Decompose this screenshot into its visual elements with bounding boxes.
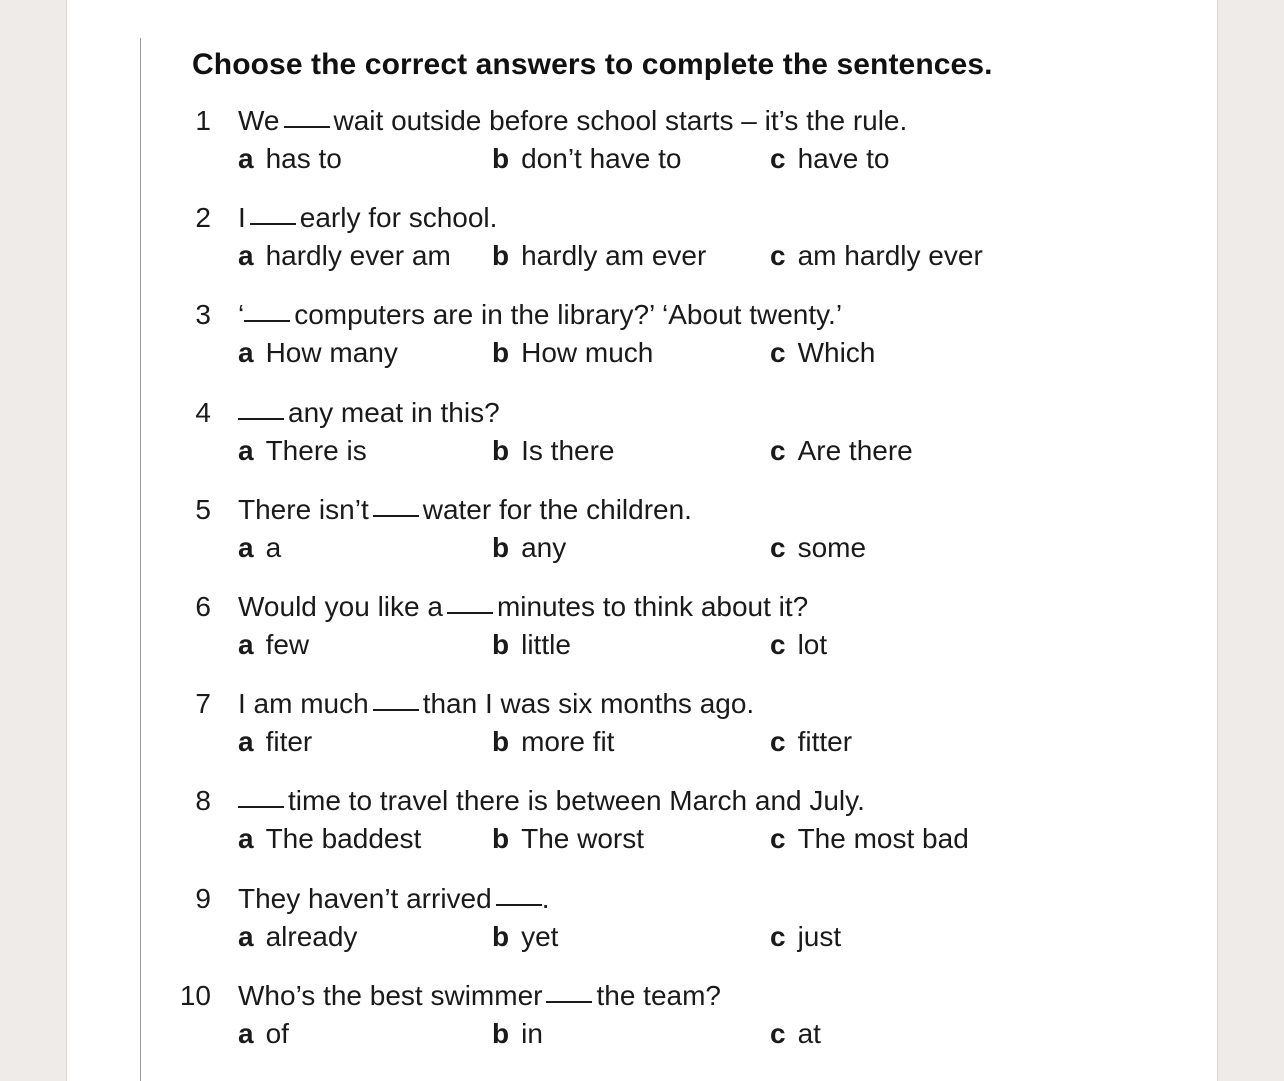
option-text: fiter [265, 726, 313, 758]
answer-option-b[interactable] [492, 920, 558, 954]
option-text: How much [521, 337, 654, 369]
answer-blank[interactable] [244, 319, 290, 322]
option-text: The most bad [797, 823, 969, 855]
option-text: hardly am ever [521, 240, 707, 272]
answer-option-c[interactable] [770, 920, 841, 954]
option-text: at [797, 1017, 821, 1049]
option-letter: b [492, 531, 510, 563]
option-text: little [521, 629, 571, 660]
option-letter: c [770, 1017, 786, 1049]
worksheet-page [66, 0, 1218, 1081]
question-number: 10 [179, 979, 211, 1011]
option-text: few [265, 629, 310, 660]
stem-after-blank: . [541, 882, 550, 914]
stem-before-blank: Who’s the best swimmer [238, 979, 543, 1011]
question-stem [238, 104, 907, 138]
stem-before-blank: There isn’t [238, 493, 369, 525]
option-text: have to [797, 143, 890, 174]
answer-option-b[interactable] [492, 1017, 543, 1051]
question-stem [238, 201, 497, 235]
answer-option-b[interactable] [492, 336, 653, 370]
stem-before-blank: I [238, 202, 246, 234]
answer-blank[interactable] [496, 903, 542, 906]
option-letter: b [492, 240, 510, 272]
answer-option-c[interactable] [770, 434, 913, 468]
option-text: The baddest [265, 823, 422, 855]
stem-after-blank: water for the children. [422, 493, 692, 525]
answer-blank[interactable] [250, 222, 296, 225]
option-letter: b [492, 629, 510, 660]
stem-after-blank: time to travel there is between March and July. [288, 785, 865, 817]
answer-option-b[interactable] [492, 531, 566, 565]
option-text: Which [797, 337, 876, 369]
question-stem [238, 882, 549, 916]
option-letter: b [492, 823, 510, 855]
option-letter: b [492, 337, 510, 369]
option-letter: a [238, 920, 254, 952]
answer-option-a[interactable] [238, 822, 421, 856]
question-item [67, 201, 1217, 281]
option-letter: a [238, 726, 254, 758]
answer-option-b[interactable] [492, 628, 571, 662]
answer-option-c[interactable] [770, 1017, 821, 1051]
option-text: yet [521, 920, 559, 952]
option-text: just [797, 920, 842, 952]
option-text: any [521, 531, 567, 563]
stem-after-blank: the team? [596, 979, 721, 1011]
question-stem [238, 493, 692, 527]
answer-option-a[interactable] [238, 531, 281, 565]
option-text: fitter [797, 726, 853, 758]
option-letter: c [770, 240, 786, 272]
question-item [67, 784, 1217, 864]
stem-after-blank: than I was six months ago. [422, 688, 755, 720]
option-letter: a [238, 143, 254, 174]
answer-blank[interactable] [373, 708, 419, 711]
question-item [67, 104, 1217, 184]
answer-option-b[interactable] [492, 725, 614, 759]
answer-option-a[interactable] [238, 239, 451, 273]
option-letter: c [770, 143, 786, 174]
question-number: 9 [195, 882, 211, 914]
answer-option-a[interactable] [238, 434, 367, 468]
stem-after-blank: any meat in this? [288, 396, 500, 428]
option-text: some [797, 531, 867, 563]
answer-blank[interactable] [238, 805, 284, 808]
answer-option-c[interactable] [770, 142, 889, 176]
answer-option-a[interactable] [238, 336, 398, 370]
question-item [67, 396, 1217, 476]
option-letter: c [770, 726, 786, 758]
option-text: am hardly ever [797, 240, 983, 272]
question-number: 5 [195, 493, 211, 525]
question-number: 3 [195, 299, 211, 331]
question-item [67, 979, 1217, 1059]
question-item [67, 882, 1217, 962]
option-letter: c [770, 920, 786, 952]
stem-after-blank: computers are in the library?’ ‘About twenty.’ [294, 299, 843, 331]
option-letter: a [238, 531, 254, 563]
stem-after-blank: wait outside before school starts – it’s the rule. [333, 105, 908, 136]
question-number: 1 [195, 105, 211, 136]
question-stem [238, 396, 500, 430]
answer-option-c[interactable] [770, 531, 866, 565]
option-letter: a [238, 823, 254, 855]
stem-before-blank: We [238, 105, 280, 136]
stem-after-blank: minutes to think about it? [496, 591, 809, 622]
option-text: has to [265, 143, 342, 174]
question-item [67, 687, 1217, 767]
option-letter: c [770, 337, 786, 369]
answer-option-c[interactable] [770, 628, 827, 662]
question-stem [238, 784, 865, 818]
option-text: in [521, 1017, 543, 1049]
answer-option-a[interactable] [238, 920, 357, 954]
question-number: 2 [195, 202, 211, 234]
option-text: don’t have to [521, 143, 682, 174]
option-letter: b [492, 920, 510, 952]
question-stem [238, 298, 842, 332]
stem-before-blank: I am much [238, 688, 369, 720]
answer-option-c[interactable] [770, 725, 852, 759]
question-stem [238, 687, 754, 721]
question-number: 6 [195, 591, 211, 622]
option-text: a [265, 531, 282, 563]
option-text: lot [797, 629, 828, 660]
answer-blank[interactable] [284, 125, 330, 128]
question-stem [238, 590, 808, 624]
option-letter: b [492, 434, 510, 466]
option-letter: a [238, 629, 254, 660]
question-item [67, 493, 1217, 573]
option-letter: a [238, 1017, 254, 1049]
option-text: The worst [521, 823, 645, 855]
answer-option-b[interactable] [492, 434, 615, 468]
answer-blank[interactable] [373, 514, 419, 517]
stem-before-blank: Would you like a [238, 591, 443, 622]
stem-before-blank: ‘ [238, 299, 245, 331]
answer-option-b[interactable] [492, 822, 644, 856]
option-text: There is [265, 434, 367, 466]
question-number: 4 [195, 396, 211, 428]
option-letter: c [770, 823, 786, 855]
option-text: already [265, 920, 358, 952]
option-letter: b [492, 143, 510, 174]
question-stem [238, 979, 721, 1013]
answer-option-a[interactable] [238, 628, 309, 662]
option-text: of [265, 1017, 289, 1049]
instructions-heading: Choose the correct answers to complete the sentences. [192, 48, 993, 81]
option-text: more fit [521, 726, 615, 758]
option-letter: b [492, 1017, 510, 1049]
option-letter: a [238, 434, 254, 466]
answer-blank[interactable] [546, 1000, 592, 1003]
answer-option-a[interactable] [238, 142, 342, 176]
answer-option-a[interactable] [238, 1017, 289, 1051]
option-letter: a [238, 240, 254, 272]
answer-option-c[interactable] [770, 336, 875, 370]
answer-option-c[interactable] [770, 239, 983, 273]
answer-option-b[interactable] [492, 142, 681, 176]
stem-before-blank: They haven’t arrived [238, 882, 492, 914]
answer-option-c[interactable] [770, 822, 969, 856]
answer-option-b[interactable] [492, 239, 706, 273]
option-letter: b [492, 726, 510, 758]
option-text: How many [265, 337, 398, 369]
answer-option-a[interactable] [238, 725, 312, 759]
question-number: 7 [195, 688, 211, 720]
option-letter: a [238, 337, 254, 369]
answer-blank[interactable] [447, 611, 493, 614]
option-text: hardly ever am [265, 240, 451, 272]
answer-blank[interactable] [238, 417, 284, 420]
question-item [67, 590, 1217, 670]
option-letter: c [770, 531, 786, 563]
question-item [67, 298, 1217, 378]
option-letter: c [770, 629, 786, 660]
stem-after-blank: early for school. [299, 202, 498, 234]
option-text: Is there [521, 434, 615, 466]
option-text: Are there [797, 434, 913, 466]
option-letter: c [770, 434, 786, 466]
question-number: 8 [195, 785, 211, 817]
